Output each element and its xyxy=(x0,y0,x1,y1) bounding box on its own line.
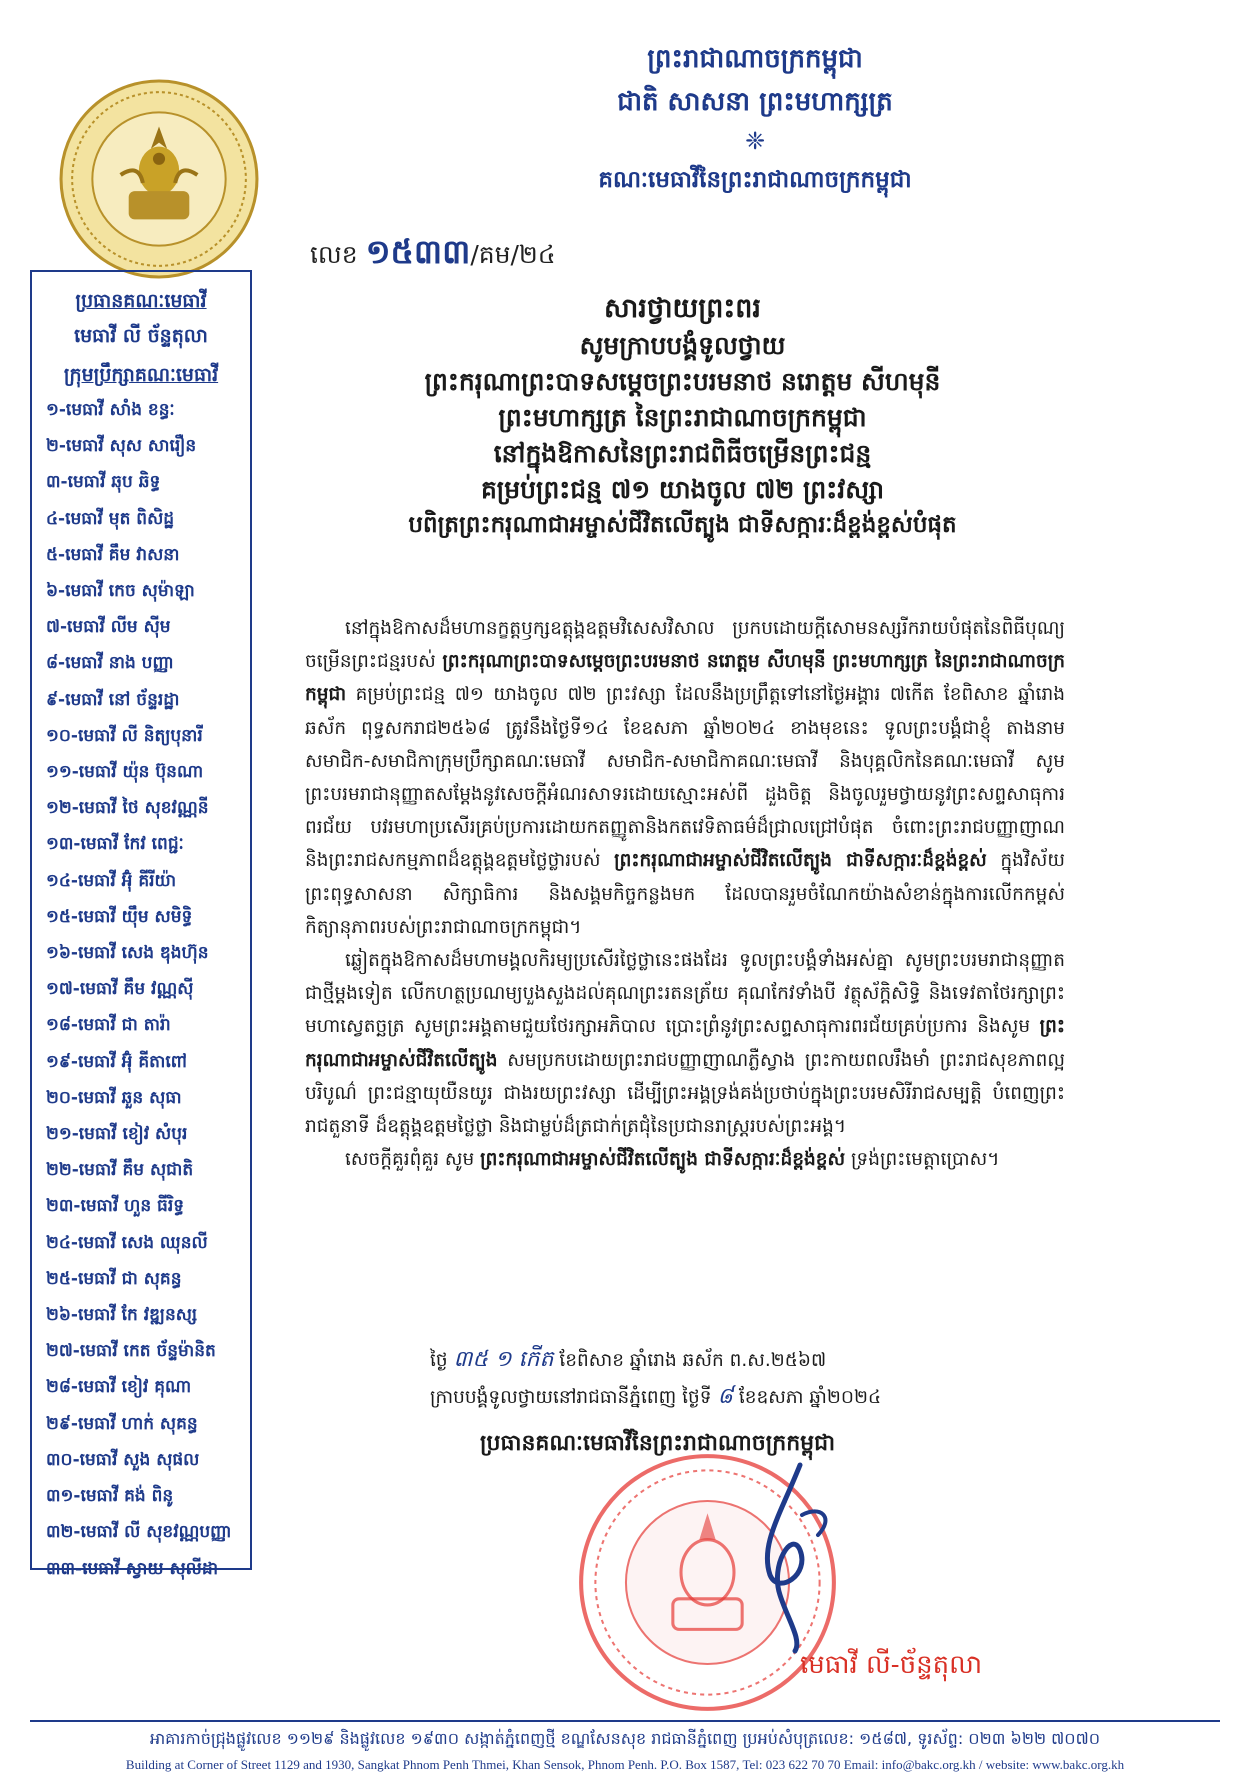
p1-bold-b: ព្រះករុណាព្រះបាទសម្តេចព្រះបរមនាថ នរោត្តម សីហមុនី ព្រះមហាក្សត្រ នៃព្រះរាជាណាចក្រកម្ពុជា xyxy=(305,651,1065,706)
council-member: ២៧-មេធាវី កេត ច័ន្ទម៉ានិត xyxy=(46,1341,216,1362)
council-member: ៣៣-មេធាវី ស្វាយ សុលីដា xyxy=(46,1558,219,1579)
council-sidebar xyxy=(30,270,252,1579)
paragraph-3 xyxy=(305,1143,1065,1176)
ornament-icon: ❈ xyxy=(744,127,766,155)
salutation: បពិត្រព្រះករុណាជាអម្ចាស់ជីវិតលើត្បូង ជាទីសក្ការៈដ៏ខ្ពង់ខ្ពស់បំផុត xyxy=(408,512,957,538)
signer-title: ប្រធានគណៈមេធាវីនៃព្រះរាជាណាចក្រកម្ពុជា xyxy=(480,1431,836,1456)
footer-address-english: Building at Corner of Street 1129 and 1930, Sangkat Phnom Penh Thmei, Khan Sensok, Phnom Penh. P.O. Box 1587, Tel: 023 622 70 70 Email: info@bakc.org.kh / website: www.bakc.org.kh xyxy=(125,1757,1125,1772)
p1-text-e: ក្នុងវិស័យព្រះពុទ្ធសាសនា សិក្សាធិការ និងសង្គមកិច្ចកន្លងមក ដែលបានរួមចំណែកយ៉ាងសំខាន់ក្នុងការលើកកម្ពស់កិត្យានុភាពរបស់ព្រះរាជាណាចក្រកម្ពុជា។ xyxy=(305,850,1065,938)
council-member: ៨-មេធាវី នាង បញ្ញា xyxy=(46,653,174,674)
council-member: ១២-មេធាវី ថៃ សុខវណ្ណនី xyxy=(46,798,209,819)
council-member: ៣២-មេធាវី លី សុខវណ្ណបញ្ញា xyxy=(46,1522,232,1543)
council-member-list xyxy=(32,392,250,1587)
council-member: ១-មេធាវី សាំង ខន្ធៈ xyxy=(46,400,175,420)
lunar-prefix: ថ្ងៃ xyxy=(430,1350,448,1371)
solar-prefix: ក្រាបបង្គំទូលថ្វាយនៅរាជធានីភ្នំពេញ ថ្ងៃទី xyxy=(430,1387,712,1408)
paragraph-1 xyxy=(305,612,1065,944)
p3-bold-b: ព្រះករុណាជាអម្ចាស់ជីវិតលើត្បូង ជាទីសក្ការៈដ៏ខ្ពង់ខ្ពស់ xyxy=(480,1149,846,1171)
council-member: ១០-មេធាវី លី និត្យបុនារី xyxy=(46,725,203,746)
council-member: ១៥-មេធាវី យ៉ឹម សមិទ្ធិ xyxy=(46,906,193,927)
lunar-date xyxy=(430,1342,1070,1379)
p2-bold-b: ព្រះករុណាជាអម្ចាស់ជីវិតលើត្បូង xyxy=(305,1016,1065,1071)
title-line-3: ព្រះករុណាព្រះបាទសម្តេចព្រះបរមនាថ នរោត្តម សីហមុនី xyxy=(424,367,941,396)
reference-handwritten-number: ១៥៣៣ xyxy=(365,232,471,271)
signature-icon xyxy=(740,1455,860,1655)
lunar-rest: ខែពិសាខ ឆ្នាំរោង ឆស័ក ព.ស.២៥៦៧ xyxy=(559,1350,827,1371)
council-member: ២៩-មេធាវី ហាក់ សុគន្ធ xyxy=(46,1413,198,1434)
council-member: ៣១-មេធាវី គង់ ពិនូ xyxy=(46,1486,174,1507)
kingdom-title: ព្រះរាជាណាចក្រកម្ពុជា xyxy=(647,44,863,74)
reference-label: លេខ xyxy=(310,240,358,269)
solar-rest: ខែឧសភា ឆ្នាំ២០២៤ xyxy=(738,1387,882,1408)
national-motto: ជាតិ សាសនា ព្រះមហាក្សត្រ xyxy=(617,87,893,117)
council-member: ២០-មេធាវី ឆួន សុធា xyxy=(46,1087,182,1108)
p1-text-a: នៅក្នុងឱកាសដ៏មហានក្ខត្តឫក្សឧត្តុង្គឧត្តមវិសេសវិសាល ប្រកបដោយក្តីសោមនស្សរីករាយបំផុតនៃពិធីបុណ្យចម្រើនព្រះជន្មរបស់ xyxy=(305,618,1065,673)
council-heading: ក្រុមប្រឹក្សាគណៈមេធាវី xyxy=(63,364,219,386)
footer-address-khmer: អាគារកាច់ជ្រុងផ្លូវលេខ ១១២៩ និងផ្លូវលេខ ១៩៣០ សង្កាត់ភ្នំពេញថ្មី ខណ្ឌសែនសុខ រាជធានីភ្នំពេញ ប្រអប់សំបុត្រលេខ: ១៥៨៧, ទូរស័ព្ទ: ០២៣ ៦២២ ៧០៧០ xyxy=(149,1729,1101,1748)
letter-body xyxy=(305,612,1065,1176)
paragraph-2 xyxy=(305,944,1065,1143)
council-member: ១៤-មេធាវី អ៊ុំ គីរីយ៉ា xyxy=(46,870,177,891)
bar-association-seal-icon xyxy=(58,78,260,280)
council-member: ១៧-មេធាវី គឹម វណ្ណស៊ី xyxy=(46,979,194,1000)
p2-text-c: សមប្រកបដោយព្រះរាជបញ្ញាញាណភ្លឺស្វាង ព្រះកាយពលរឹងមាំ ព្រះរាជសុខភាពល្អបរិបូណ៌ ព្រះជន្មាយុយឺនយូរ ជាងរយព្រះវស្សា ដើម្បីព្រះអង្គទ្រង់គង់ប្រថាប់ក្នុងព្រះបរមសិរីរាជសម្បត្តិ បំពេញព្រះរាជតួនាទី ដ៏ឧត្តុង្គឧត្តមថ្លៃថ្លា និងជាម្លប់ដ៏ត្រជាក់ត្រជុំនៃប្រជានរាស្ត្ររបស់ព្រះអង្គ។ xyxy=(305,1049,1066,1138)
president-heading: ប្រធានគណៈមេធាវី xyxy=(75,290,207,312)
document-header xyxy=(460,40,1050,198)
council-member: ៣-មេធាវី ឆុប ឆិទ្ធ xyxy=(46,472,161,493)
council-member: ២៥-មេធាវី ជា សុគន្ធ xyxy=(46,1268,182,1289)
title-line-2: សូមក្រាបបង្គំទូលថ្វាយ xyxy=(579,331,786,360)
council-member: ៩-មេធាវី នៅ ច័ន្ទរដ្ឋា xyxy=(46,689,180,710)
council-member: ៦-មេធាវី កេច សុម៉ាឡា xyxy=(46,581,195,602)
p1-text-c: គម្រប់ព្រះជន្ម ៧១ យាងចូល ៧២ ព្រះវស្សា ដែលនឹងប្រព្រឹត្តទៅនៅថ្ងៃអង្គារ ៧កើត ខែពិសាខ ឆ្នាំរោង ឆស័ក ពុទ្ធសករាជ២៥៦៨ ត្រូវនឹងថ្ងៃទី១៤ ខែឧសភា ឆ្នាំ២០២៤ ខាងមុខនេះ ទូលព្រះបង្គំជាខ្ញុំ តាងនាមសមាជិក-សមាជិកាក្រុមប្រឹក្សាគណៈមេធាវី សមាជិក-សមាជិកាគណៈមេធាវី និងបុគ្គលិកនៃគណៈមេធាវី សូមព្រះបរមរាជានុញ្ញាតសម្តែងនូវសេចក្តីអំណរសាទរដោយស្មោះអស់ពី ដួងចិត្ត និងចូលរួមថ្វាយនូវព្រះសព្ទសាធុការពរជ័យ បវរមហាប្រសើរគ្រប់ប្រការដោយកតញ្ញូតានិងកតវេទិតាធម៌ដ៏ជ្រាលជ្រៅបំផុត ចំពោះព្រះរាជបញ្ញាញាណ និងព្រះរាជសកម្មភាពដ៏ឧត្តុង្គឧត្តមថ្លៃថ្លារបស់ xyxy=(305,684,1065,872)
council-member: ៣០-មេធាវី សួង សុផល xyxy=(46,1449,200,1470)
letter-title: សារថ្វាយព្រះពរ xyxy=(603,293,762,324)
council-member: ២៦-មេធាវី កែ វឌ្ឍនស្ស xyxy=(46,1305,198,1326)
council-member: ២៨-មេធាវី ខៀវ គុណា xyxy=(46,1377,192,1398)
solar-handwritten: ៨ xyxy=(717,1384,733,1409)
solar-date xyxy=(430,1379,1070,1416)
council-member: ១៣-មេធាវី កែវ ពេជ្ជៈ xyxy=(46,834,184,855)
council-member: ១៩-មេធាវី អ៊ុំ គីតាពៅ xyxy=(46,1051,187,1072)
title-line-5: នៅក្នុងឱកាសនៃព្រះរាជពិធីចម្រើនព្រះជន្ម xyxy=(493,439,872,468)
title-line-4: ព្រះមហាក្សត្រ នៃព្រះរាជាណាចក្រកម្ពុជា xyxy=(498,403,867,432)
council-member: ២១-មេធាវី ខៀវ សំបុរ xyxy=(46,1124,188,1145)
lunar-handwritten: ៣៥ ១ កើត xyxy=(453,1347,554,1372)
council-member: ២៣-មេធាវី ហួន ធីរិទ្ធ xyxy=(46,1196,185,1217)
council-member: ១១-មេធាវី យ៉ុន ប៊ុនណា xyxy=(46,762,204,783)
council-member: ៤-មេធាវី មុត ពិសិដ្ឋ xyxy=(46,508,175,529)
signer-name: មេធាវី លី-ច័ន្ទតុលា xyxy=(800,1650,983,1680)
council-member: ១៦-មេធាវី សេង ឌុងហ៊ុន xyxy=(46,943,209,964)
reference-number xyxy=(310,232,556,280)
reference-suffix: /គម/២៤ xyxy=(470,240,556,269)
letter-titles xyxy=(300,290,1065,542)
p3-text-c: ទ្រង់ព្រះមេត្តាប្រោស។ xyxy=(850,1149,1000,1171)
council-member: ១៨-មេធាវី ជា តារ៉ា xyxy=(46,1015,171,1036)
p1-bold-d: ព្រះករុណាជាអម្ចាស់ជីវិតលើត្បូង ជាទីសក្ការៈដ៏ខ្ពង់ខ្ពស់ xyxy=(614,850,987,872)
president-name: មេធាវី លី ច័ន្ទតុលា xyxy=(74,325,208,347)
title-line-6: គម្រប់ព្រះជន្ម ៧១ យាងចូល ៧២ ព្រះវស្សា xyxy=(480,475,885,504)
p3-text-a: សេចក្តីគួរពុំគួរ សូម xyxy=(345,1149,475,1171)
date-block xyxy=(430,1342,1070,1416)
council-member: ៥-មេធាវី គឹម វាសនា xyxy=(46,544,180,565)
organization-name: គណៈមេធាវីនៃព្រះរាជាណាចក្រកម្ពុជា xyxy=(598,167,912,193)
council-member: ៧-មេធាវី លីម ស៊ីម xyxy=(46,617,171,638)
p2-text-a: ឆ្លៀតក្នុងឱកាសដ៏មហាមង្គលកិរម្យប្រសើរថ្លៃថ្លានេះផងដែរ ទូលព្រះបង្គំទាំងអស់គ្នា សូមព្រះបរមរាជានុញ្ញាតជាថ្មីម្តងទៀត លើកហត្ថប្រណម្យបួងសួងដល់គុណព្រះរតនត្រ័យ គុណកែវទាំងបី វត្ថុស័ក្តិសិទ្ធិ និងទេវតាថែរក្សាព្រះមហាស្វេតច្ឆត្រ សូមព្រះអង្គតាមជួយថែរក្សាអភិបាល ប្រោះព្រំនូវព្រះសព្ទសាធុការពរជ័យគ្រប់ប្រការ និងសូម xyxy=(305,950,1065,1038)
council-member: ២៤-មេធាវី សេង ឈុនលី xyxy=(46,1232,208,1253)
council-member: ២២-មេធាវី គឹម សុជាតិ xyxy=(46,1160,194,1181)
footer-divider xyxy=(30,1720,1220,1722)
council-member: ២-មេធាវី សុស សារឿន xyxy=(46,436,197,457)
